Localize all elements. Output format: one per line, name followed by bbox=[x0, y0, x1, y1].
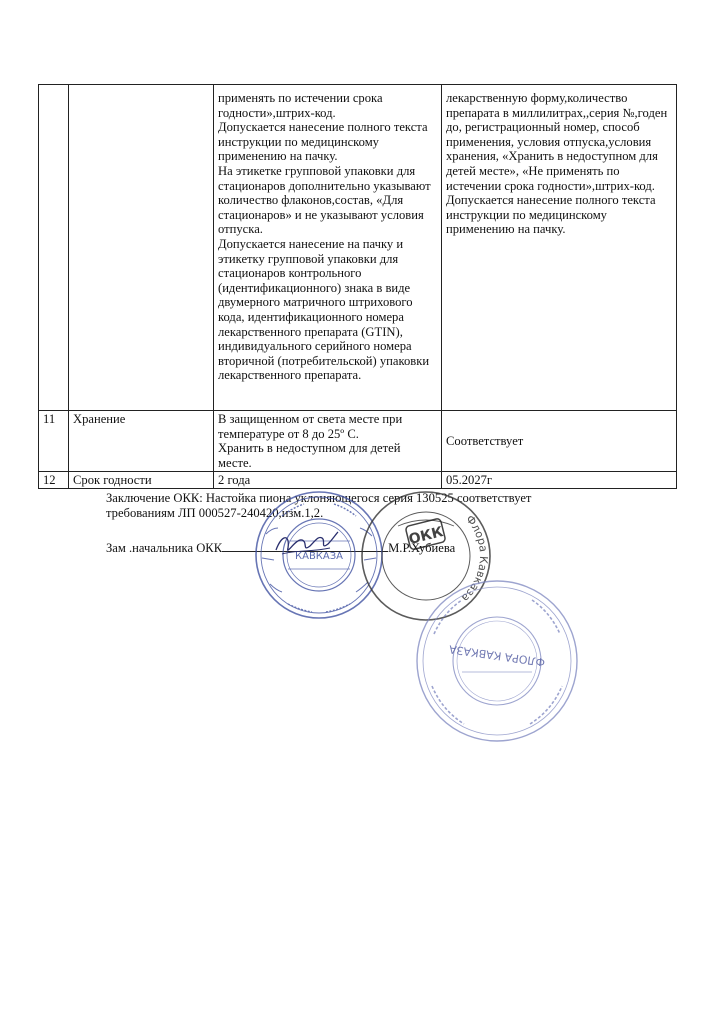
cell-num: 12 bbox=[39, 472, 69, 489]
conclusion-line: требованиям ЛП 000527-240420,изм.1,2. bbox=[106, 506, 324, 520]
requirement-paragraph: применять по истечении срока годности»,штрих-код. bbox=[218, 91, 383, 120]
result-paragraph: лекарственную форму,количество препарата в миллилитрах,,серия №,годен до, регистрационный номер, способ применения, условия отпуска,условия хранения, «Хранить в недоступном для детей месте», «Не применять по истечении срока годности»,штрих-код. bbox=[446, 91, 668, 193]
stamp-text: КАВКАЗА bbox=[295, 551, 343, 562]
table-row bbox=[39, 411, 677, 472]
cell-name: Хранение bbox=[69, 411, 214, 472]
cell-num: 11 bbox=[39, 411, 69, 472]
requirement-paragraph: Допускается нанесение полного текста инструкции по медицинскому применению на пачку. bbox=[218, 120, 428, 164]
result-paragraph: Допускается нанесение полного текста инструкции по медицинскому применению на пачку. bbox=[446, 193, 656, 237]
requirement-paragraph: В защищенном от света месте при температуре от 8 до 25º С. bbox=[218, 412, 403, 441]
requirement-paragraph: На этикетке групповой упаковки для стационаров дополнительно указывают количество флаконов,состав, «Для стационаров» и не указывают условия отпуска. bbox=[218, 163, 431, 237]
table-row-continuation bbox=[39, 85, 677, 411]
cell-name bbox=[69, 85, 214, 411]
cell-requirement bbox=[214, 411, 442, 472]
company-stamp-text: ФЛОРА КАВКАЗА bbox=[448, 642, 546, 669]
signer-name: М.Р.Хубиева bbox=[388, 541, 456, 555]
signer-position: Зам .начальника ОКК bbox=[106, 541, 223, 555]
document-table bbox=[38, 84, 677, 489]
cell-requirement: 2 года bbox=[214, 472, 442, 489]
cell-num bbox=[39, 85, 69, 411]
okk-stamp-ring: Флора Кавказа bbox=[458, 512, 491, 605]
cell-result: 05.2027г bbox=[442, 472, 677, 489]
cell-requirement bbox=[214, 85, 442, 411]
requirement-paragraph: Хранить в недоступном для детей месте. bbox=[218, 441, 401, 470]
requirement-paragraph: Допускается нанесение на пачку и этикетку групповой упаковки для стационаров контрольного (идентификационного) знака в виде двумерного матричного штрихового кода, идентификационного номера лекарственного препарата (GTIN), индивидуального серийного номера вторичной (потребительской) упаковки лекарственного препарата. bbox=[218, 236, 430, 383]
cell-result bbox=[442, 85, 677, 411]
conclusion-line: Заключение ОКК: Настойка пиона уклоняющегося серия 130525 соответствует bbox=[106, 491, 532, 505]
okk-stamp-center: ОКК bbox=[407, 524, 445, 548]
signature-scribble bbox=[272, 528, 342, 560]
cell-name: Срок годности bbox=[69, 472, 214, 489]
company-stamp bbox=[412, 576, 582, 746]
cell-result: Соответствует bbox=[442, 411, 677, 472]
